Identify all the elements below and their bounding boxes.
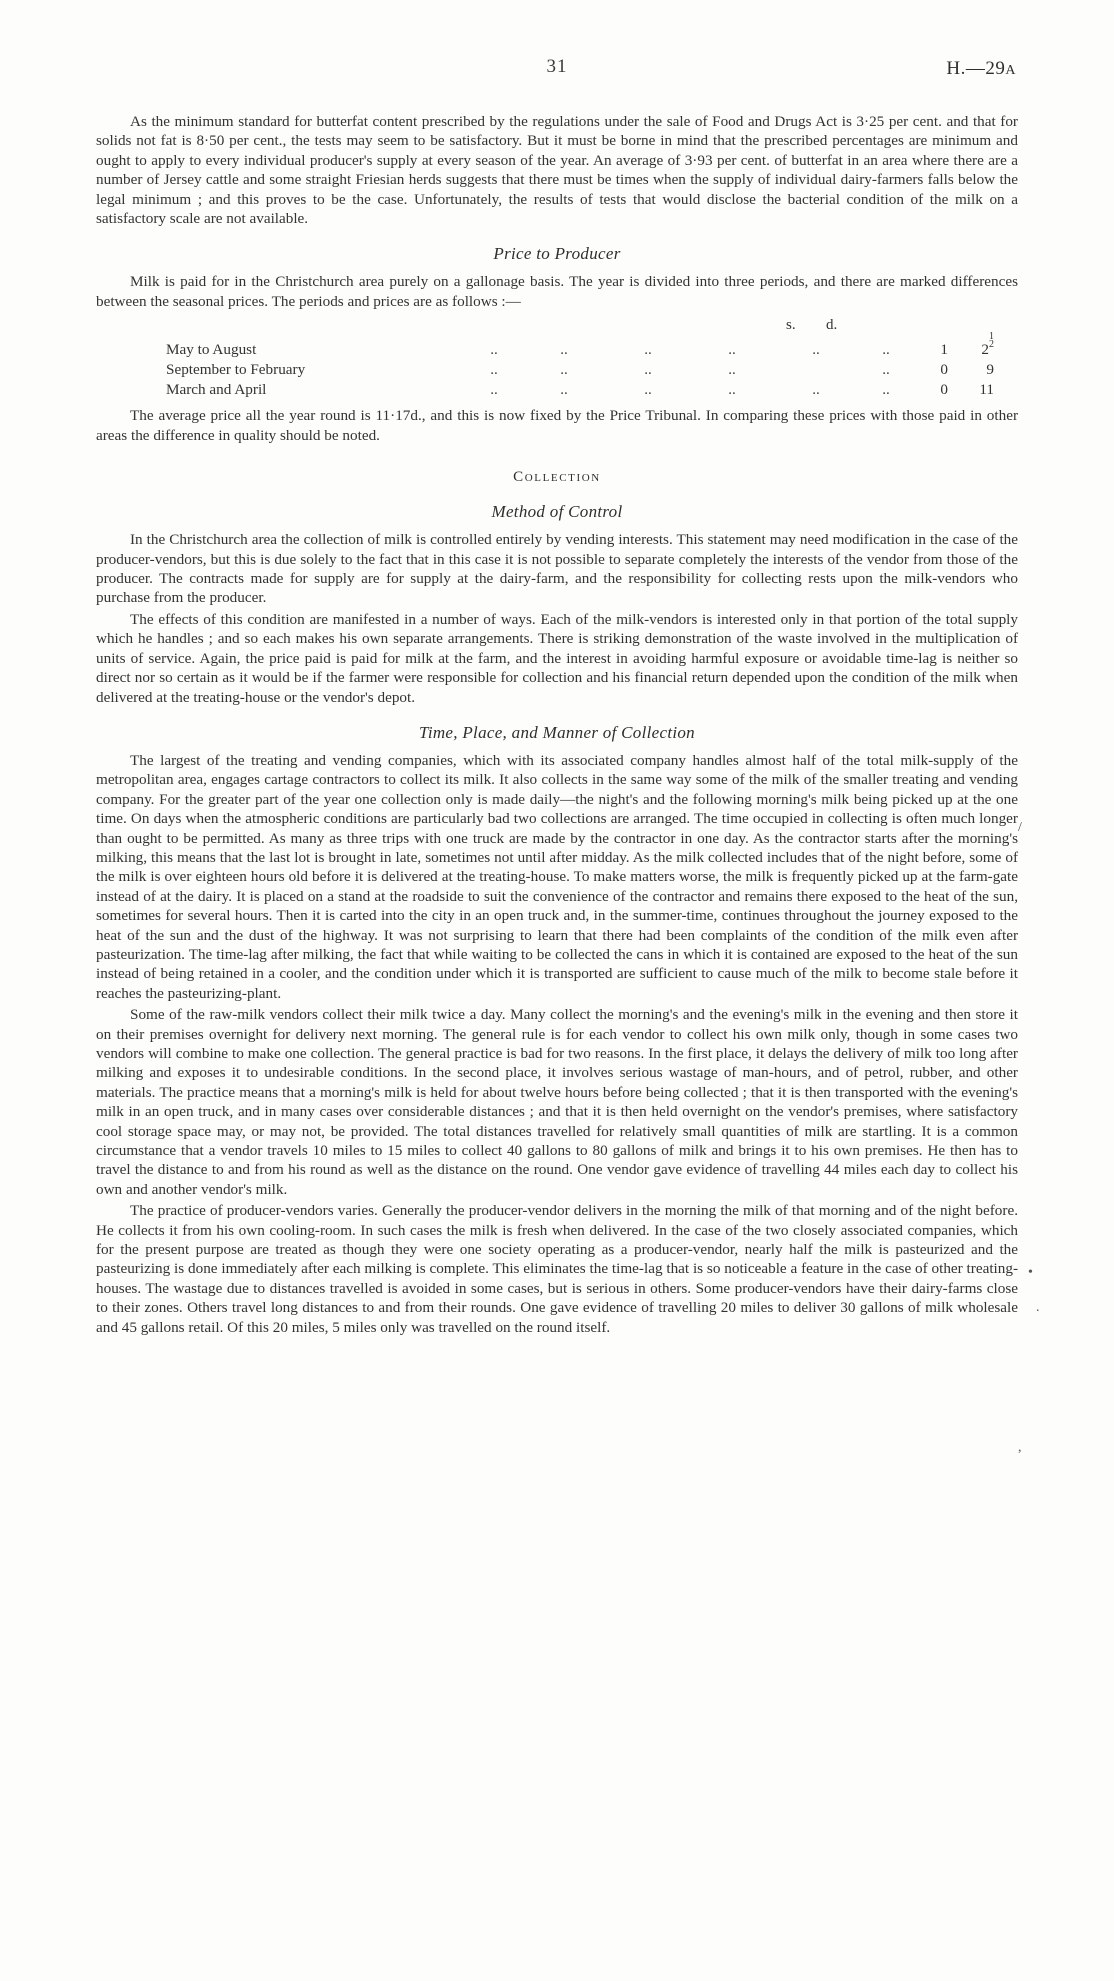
- stray-dot-mark: •: [1028, 1265, 1033, 1280]
- stray-comma-mark: ,: [1018, 1440, 1022, 1455]
- leader-dots: ..: [728, 361, 736, 379]
- stray-period-mark: .: [1036, 1300, 1040, 1315]
- price-table-column-headers: [166, 317, 1018, 335]
- price-intro-paragraph: Milk is paid for in the Christchurch area purely on a gallonage basis. The year is divided into three periods, and there are marked differences between the seasonal prices. The periods and prices are as follows :—: [96, 273, 1018, 310]
- leader-dots: ..: [490, 381, 498, 399]
- leader-dots: ..: [644, 361, 652, 379]
- price-table-wrapper: [96, 317, 1018, 400]
- leader-dots: ..: [560, 381, 568, 399]
- leader-dots: ..: [812, 381, 820, 399]
- leader-dots: ..: [882, 341, 890, 359]
- price-pence-fraction: [989, 333, 994, 349]
- document-reference: [946, 58, 1016, 80]
- price-shillings: 0: [940, 361, 948, 379]
- intro-block: [96, 112, 1018, 228]
- price-pence-value: 2: [981, 341, 989, 359]
- price-section-heading: Price to Producer: [493, 244, 621, 264]
- leader-dots: ..: [728, 381, 736, 399]
- price-pence: 9: [986, 361, 994, 379]
- method-paragraph-1: In the Christchurch area the collection of milk is controlled entirely by vending interests. This statement may need modification in the case of the producer-vendors, but this is due solely to the fact that in this case it is not possible to separate completely the interests of the vendor from those of the producer. The contracts made for supply are for supply at the dairy-farm, and the responsibility for collecting rests upon the milk-vendors who purchase from the producer.: [96, 531, 1018, 607]
- page-header: [96, 56, 1018, 102]
- document-reference-suffix: A: [1005, 63, 1016, 78]
- period-label: May to August: [166, 341, 257, 359]
- price-pence: [948, 331, 994, 360]
- table-row: [166, 360, 994, 380]
- leader-dots: ..: [644, 381, 652, 399]
- period-label: September to February: [166, 361, 306, 379]
- time-place-paragraph-2: Some of the raw-milk vendors collect their milk twice a day. Many collect the morning's and the evening's milk in the evening and then store it on their premises overnight for delivery next morning. The general rule is for each vendor to collect his own milk only, though in some cases two vendors will combine to make one collection. The general practice is bad for two reasons. In the first place, it delays the delivery of milk too long after milking and exposes it to undesirable conditions. In the second place, it involves serious wastage of man-hours, and of petrol, rubber, and other materials. The practice means that a morning's milk is held for about twelve hours before being collected ; that it is then transported with the evening's milk in an open truck, and in many cases over considerable distances ; and that it is then held overnight on the vendor's premises, where satisfactory cool storage space may, or may not, be provided. The total distances travelled for relatively small quantities of milk are startling. It is a common circumstance that a vendor travels 10 miles to 15 miles to collect 40 gallons to 80 gallons of milk and brings it to his own premises. He then has to travel the distance to and from his round as well as the distance on the round. One vendor gave evidence of travelling 44 miles each day to collect his own and another vendor's milk.: [96, 1006, 1018, 1198]
- leader-dots: ..: [490, 361, 498, 379]
- leader-dots: ..: [490, 341, 498, 359]
- leader-dots: ..: [882, 381, 890, 399]
- page-number: 31: [546, 56, 568, 77]
- table-row: [166, 335, 994, 360]
- method-of-control-heading: Method of Control: [491, 502, 623, 522]
- price-shillings: 1: [940, 341, 948, 359]
- method-paragraph-2: The effects of this condition are manifested in a number of ways. Each of the milk-vendors is interested only in that portion of the total supply which he handles ; and so each makes his own separate arrangements. There is striking demonstration of the waste involved in the multiplication of units of service. Again, the price paid is paid for milk at the farm, and the interest in avoiding harmful exposure or avoidable time-lag is neither so direct nor so certain as it would be if the farmer were responsible for collection and his financial return depended upon the condition of the milk when delivered at the treating-house or the vendor's depot.: [96, 610, 1018, 706]
- fraction-denominator: 2: [989, 339, 994, 351]
- leader-dots: ..: [560, 341, 568, 359]
- fraction-numerator: 1: [989, 331, 994, 343]
- leader-dots: ..: [560, 361, 568, 379]
- price-closing-paragraph: The average price all the year round is 11·17d., and this is now fixed by the Price Tribunal. In comparing these prices with those paid in other areas the difference in quality should be noted.: [96, 407, 1018, 444]
- leader-dots: ..: [882, 361, 890, 379]
- time-place-manner-heading: Time, Place, and Manner of Collection: [419, 722, 695, 742]
- time-place-paragraph-3: The practice of producer-vendors varies. Generally the producer-vendor delivers in the morning the milk of that morning and of the night before. He collects it from his own cooling-room. In such cases the milk is fresh when delivered. In the case of the two closely associated companies, which for the present purpose are treated as though they were one society operating as a producer-vendor, nearly half the milk is pasteurized and the pasteurizing is done immediately after each milking is complete. This eliminates the time-lag that is so noticeable a feature in the case of other treating-houses. The wastage due to distances travelled is avoided in some cases, but is serious in others. Some producer-vendors have their dairy-farms close to their zones. Others travel long distances to and from their rounds. One gave evidence of travelling 20 miles to deliver 30 gallons of milk wholesale and 45 gallons retail. Of this 20 miles, 5 miles only was travelled on the round itself.: [96, 1202, 1018, 1336]
- leader-dots: ..: [812, 341, 820, 359]
- table-row: [166, 380, 994, 400]
- column-header-pence: d.: [826, 317, 838, 334]
- time-place-paragraph-1: The largest of the treating and vending companies, which with its associated company handles almost half of the total milk-supply of the metropolitan area, engages cartage contractors to collect its milk. It also collects in the same way some of the milk of the smaller treating and vending company. For the greater part of the year one collection only is made daily—the night's and the following morning's milk being picked up at the one time. On days when the atmospheric conditions are particularly bad two collections are arranged. The time occupied in collecting is often much longer than ought to be permitted. As many as three trips with one truck are made by the contractor in one day. As the contractor starts after the morning's milking, this means that the last lot is brought in late, sometimes not until after midday. As the milk collected includes that of the night before, some of the milk is over eighteen hours old before it is delivered at the treating-house. To make matters worse, the milk is frequently picked up at the farm-gate instead of at the dairy. It is placed on a stand at the roadside to suit the convenience of the contractor and remains there exposed to the heat of the sun, sometimes for several hours. Then it is carted into the city in an open truck and, in the summer-time, continues throughout the journey exposed to the heat of the sun and the dust of the highway. It was not surprising to learn that there had been complaints of the condition of the milk even after pasteurization. The time-lag after milking, the fact that while waiting to be collected the cans in which it is contained are exposed to the heat of the sun instead of being retained in a cooler, and the condition under which it is transported are sufficient to cause much of the milk to become stale before it reaches the pasteurizing-plant.: [96, 751, 1018, 1002]
- column-header-shillings: s.: [786, 317, 796, 334]
- price-table: [166, 331, 994, 400]
- intro-paragraph: As the minimum standard for butterfat content prescribed by the regulations under the sale of Food and Drugs Act is 3·25 per cent. and that for solids not fat is 8·50 per cent., the tests may seem to be satisfactory. But it must be borne in mind that the prescribed percentages are minimum and ought to apply to every individual producer's supply at every season of the year. An average of 3·93 per cent. of butterfat in an area where there are a number of Jersey cattle and some straight Friesian herds suggests that there must be times when the supply of individual dairy-farmers falls below the legal minimum ; and this proves to be the case. Unfortunately, the results of tests that would disclose the bacterial condition of the milk on a satisfactory scale are not available.: [96, 113, 1018, 228]
- document-reference-main: H.—29: [946, 58, 1006, 79]
- period-label: March and April: [166, 381, 267, 399]
- stray-slash-mark: /: [1018, 820, 1022, 835]
- leader-dots: ..: [644, 341, 652, 359]
- collection-heading: Collection: [513, 469, 601, 486]
- price-pence: 11: [979, 381, 994, 399]
- price-shillings: 0: [940, 381, 948, 399]
- leader-dots: [774, 360, 858, 380]
- leader-dots: ..: [728, 341, 736, 359]
